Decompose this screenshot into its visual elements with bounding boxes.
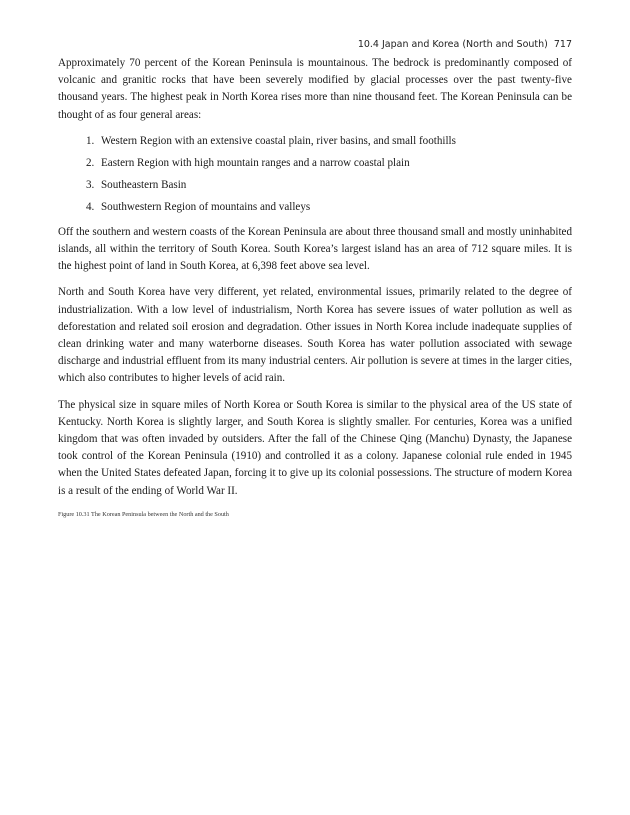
- list-item: [58, 133, 572, 150]
- list-item: [58, 155, 572, 172]
- list-item: [58, 177, 572, 194]
- list-number: 2.: [86, 156, 95, 169]
- paragraph-islands: Off the southern and western coasts of the Korean Peninsula are about three thousand small and mostly uninhabited islands, all within the territory of South Korea. South Korea’s largest island has an area of 712 square miles. It is the highest point of land in South Korea, at 6,398 feet above sea level.: [58, 225, 572, 273]
- list-text: Southwestern Region of mountains and valleys: [101, 200, 311, 213]
- paragraph-history: The physical size in square miles of North Korea or South Korea is similar to the physical area of the US state of Kentucky. North Korea is slightly larger, and South Korea is slightly smaller. For centuries, Korea was a unified kingdom that was often invaded by outsiders. After the fall of the Chinese Qing (Manchu) Dynasty, the Japanese took control of the Korean Peninsula (1910) and controlled it as a colony. Japanese colonial rule ended in 1945 when the United States defeated Japan, forcing it to give up its colonial possessions. The structure of modern Korea is a result of the ending of World War II.: [58, 398, 572, 497]
- areas-list: [58, 133, 572, 216]
- list-text: Eastern Region with high mountain ranges and a narrow coastal plain: [101, 156, 410, 169]
- list-text: Southeastern Basin: [101, 178, 187, 191]
- list-text: Western Region with an extensive coastal plain, river basins, and small foothills: [101, 134, 456, 147]
- page-body: [58, 55, 572, 519]
- list-item: [58, 199, 572, 216]
- paragraph-environment: North and South Korea have very different, yet related, environmental issues, primarily related to the degree of industrialization. With a low level of industrialism, North Korea has severe issues of water pollution as well as deforestation and related soil erosion and degradation. Other issues in North Korea include inadequate supplies of clean drinking water and many waterborne diseases. South Korea has water pollution associated with sewage discharge and industrial effluent from its many industrial centers. Air pollution is severe at times in the larger cities, which also contributes to higher levels of acid rain.: [58, 286, 572, 385]
- section-title: 10.4 Japan and Korea (North and South): [357, 39, 548, 50]
- page-number: 717: [553, 39, 572, 50]
- list-number: 4.: [86, 200, 95, 213]
- list-number: 1.: [86, 134, 95, 147]
- list-number: 3.: [86, 178, 95, 191]
- paragraph-mountains: Approximately 70 percent of the Korean Peninsula is mountainous. The bedrock is predominantly composed of volcanic and granitic rocks that have been severely modified by glacial processes over the past twenty-five thousand years. The highest peak in North Korea rises more than nine thousand feet. The Korean Peninsula can be thought of as four general areas:: [58, 57, 572, 121]
- figure-caption: Figure 10.31 The Korean Peninsula between the North and the South: [58, 510, 229, 518]
- running-header: [358, 39, 572, 50]
